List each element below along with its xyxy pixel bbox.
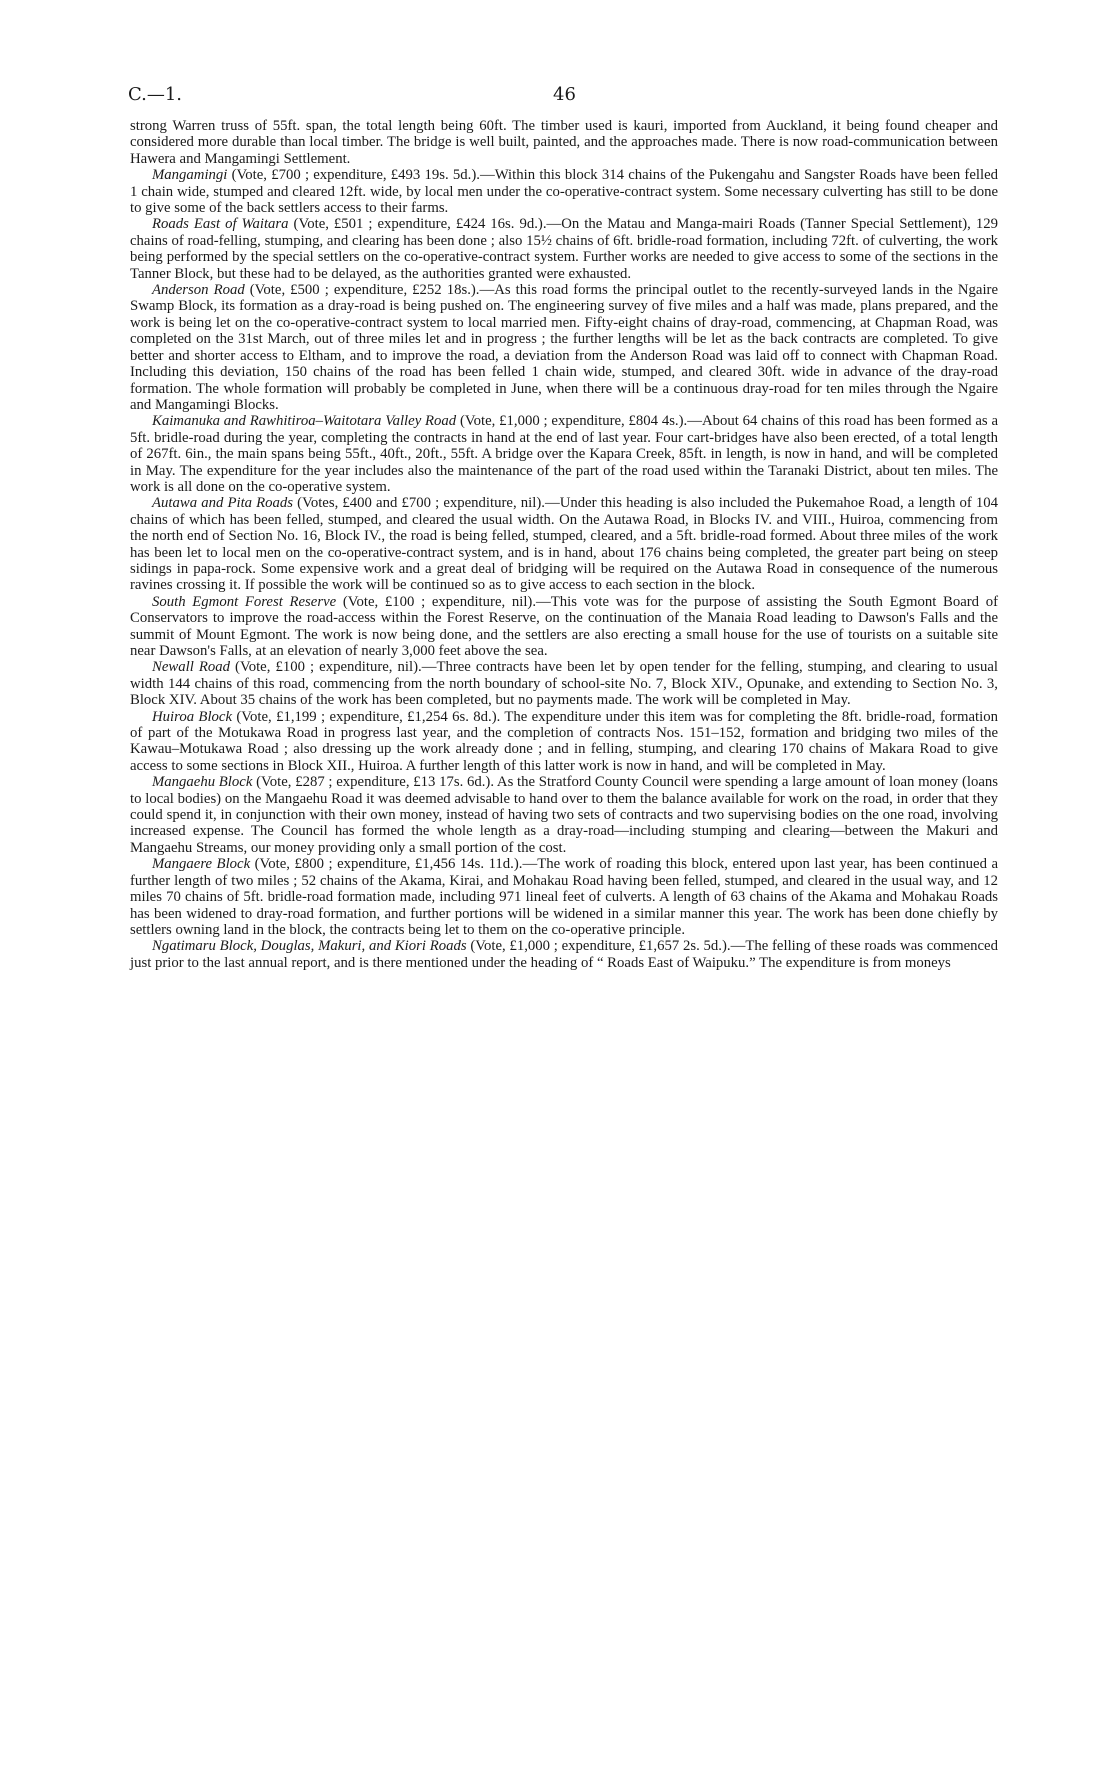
section-title: Newall Road (152, 659, 230, 676)
body-text (130, 118, 998, 971)
section-title: Mangaere Block (152, 856, 251, 873)
page-header (128, 84, 1000, 110)
section-title: Autawa and Pita Roads (152, 495, 294, 512)
paragraph-mangaere-block: Mangaere Block (Vote, £800 ; expenditure, £1,456 14s. 11d.).—The work of roading this block, entered upon last year, has been continued a further length of two miles ; 52 chains of the Akama, Kirai, and Mohakau Road having been felled, stumped, and cleared in the usual way, and 12 miles 70 chains of 5ft. bridle-road formation made, including 971 lineal feet of culverts. A length of 63 chains of the Akama and Mohakau Roads has been widened to dray-road formation, and further portions will be widened in a similar manner this year. The work has been done chiefly by settlers owning land in the block, the contracts being let to them on the co-operative principle. (130, 856, 998, 938)
section-title: South Egmont Forest Reserve (152, 593, 337, 610)
paragraph-ngatimaru-block: Ngatimaru Block, Douglas, Makuri, and Kiori Roads (Vote, £1,000 ; expenditure, £1,657 2s. 5d.).—The felling of these roads was commenced just prior to the last annual report, and is there mentioned under the heading of “ Roads East of Waipuku.” The expenditure is from moneys (130, 938, 998, 971)
section-title: Anderson Road (152, 282, 245, 299)
section-title: Huiroa Block (152, 708, 233, 725)
paragraph-mangamingi: Mangamingi (Vote, £700 ; expenditure, £493 19s. 5d.).—Within this block 314 chains of the Pukengahu and Sangster Roads have been felled 1 chain wide, stumped and cleared 12ft. wide, by local men under the co-operative-contract system. Some necessary culverting has still to be done to give some of the back settlers access to their farms. (130, 167, 998, 217)
paragraph-autawa-pita: Autawa and Pita Roads (Votes, £400 and £700 ; expenditure, nil).—Under this heading is also included the Pukemahoe Road, a length of 104 chains of which has been felled, stumped, and cleared the usual width. On the Autawa Road, in Blocks IV. and VIII., Huiroa, commencing from the north end of Section No. 16, Block IV., the road is being felled, stumped, cleared, and a 5ft. bridle-road formed. About three miles of the work has been let to local men on the co-operative-contract system, and is in hand, about 176 chains being completed, the greater part being on steep sidings in papa-rock. Some expensive work and a great deal of bridging will be required on the Autawa Road in consequence of the numerous ravines crossing it. If possible the work will be continued so as to give access to each section in the block. (130, 495, 998, 594)
paragraph-anderson-road: Anderson Road (Vote, £500 ; expenditure, £252 18s.).—As this road forms the principal outlet to the recently-surveyed lands in the Ngaire Swamp Block, its formation as a dray-road is being pushed on. The engineering survey of five miles and a half was made, plans prepared, and the work is being let on the co-operative-contract system to local married men. Fifty-eight chains of dray-road, commencing, at Chapman Road, was completed on the 31st March, out of three miles let and in progress ; the further lengths will be let as the back contracts are completed. To give better and shorter access to Eltham, and to improve the road, a deviation from the Anderson Road was laid off to connect with Chapman Road. Including this deviation, 150 chains of the road has been felled 1 chain wide, stumped, and cleared 30ft. wide in advance of the dray-road formation. The whole formation will probably be completed in June, when there will be a continuous dray-road for ten miles through the Ngaire and Mangamingi Blocks. (130, 282, 999, 413)
section-title: Kaimanuka and Rawhitiroa–Waitotara Valley Road (152, 413, 457, 430)
paragraph-mangaehu-block: Mangaehu Block (Vote, £287 ; expenditure, £13 17s. 6d.). As the Stratford County Council were spending a large amount of loan money (loans to local bodies) on the Mangaehu Road it was deemed advisable to hand over to them the balance available for work on the road, in order that they could spend it, in conjunction with their own money, instead of having two sets of contracts and two supervising bodies on the one road, involving increased expense. The Council has formed the whole length as a dray-road—including stumping and clearing—between the Makuri and Mangaehu Streams, our money providing only a small portion of the cost. (130, 774, 998, 856)
paragraph-kaimanuka: Kaimanuka and Rawhitiroa–Waitotara Valley Road (Vote, £1,000 ; expenditure, £804 4s.).—About 64 chains of this road has been formed as a 5ft. bridle-road during the year, completing the contracts in hand at the end of last year. Four cart-bridges have also been erected, of a total length of 267ft. 6in., the main spans being 55ft., 40ft., 20ft., 55ft. A bridge over the Kapara Creek, 85ft. in length, is now in hand, and will be completed in May. The expenditure for the year includes also the maintenance of the part of the road used within the Taranaki District, about ten miles. The work is all done on the co-operative system. (130, 413, 998, 495)
section-title: Mangamingi (152, 167, 228, 184)
section-title: Mangaehu Block (152, 774, 253, 791)
paragraph-continuation: strong Warren truss of 55ft. span, the total length being 60ft. The timber used is kauri, imported from Auckland, it being found cheaper and considered more durable than local timber. The bridge is well built, painted, and the approaches made. There is now road-communication between Hawera and Mangamingi Settlement. (130, 118, 998, 167)
section-title: Ngatimaru Block, Douglas, Makuri, and Kiori Roads (152, 938, 467, 955)
paragraph-south-egmont: South Egmont Forest Reserve (Vote, £100 ; expenditure, nil).—This vote was for the purpose of assisting the South Egmont Board of Conservators to improve the road-access within the Forest Reserve, on the continuation of the Manaia Road leading to Dawson's Falls and the summit of Mount Egmont. The work is now being done, and the settlers are also erecting a small house for the use of tourists on a suitable site near Dawson's Falls, at an elevation of nearly 3,000 feet above the sea. (130, 593, 998, 659)
paragraph-huiroa-block: Huiroa Block (Vote, £1,199 ; expenditure, £1,254 6s. 8d.). The expenditure under this item was for completing the 8ft. bridle-road, formation of part of the Motukawa Road in progress last year, and the completion of contracts Nos. 151–152, formation and bridging two miles of the Kawau–Motukawa Road ; also dressing up the work already done ; and in felling, stumping, and clearing 170 chains of Makara Road to give access to some sections in Block XII., Huiroa. A further length of this latter work is now in hand, and will be completed in May. (130, 708, 998, 774)
paragraph-roads-east-of-waitara: Roads East of Waitara (Vote, £501 ; expenditure, £424 16s. 9d.).—On the Matau and Manga-mairi Roads (Tanner Special Settlement), 129 chains of road-felling, stumping, and clearing has been done ; also 15½ chains of 6ft. bridle-road formation, including 72ft. of culverting, the work being performed by the special settlers on the co-operative-contract system. Further works are needed to give access to some of the sections in the Tanner Block, but these had to be delayed, as the authorities granted were exhausted. (130, 216, 998, 282)
paragraph-newall-road: Newall Road (Vote, £100 ; expenditure, nil).—Three contracts have been let by open tender for the felling, stumping, and clearing to usual width 144 chains of this road, commencing from the north boundary of school-site No. 7, Block XIV., Opunake, and extending to Section No. 3, Block XIV. About 35 chains of the work has been completed, but no payments made. The work will be completed in May. (130, 659, 998, 709)
page-number: 46 (553, 84, 576, 105)
document-reference: C.—1. (128, 84, 183, 105)
section-title: Roads East of Waitara (152, 216, 289, 233)
